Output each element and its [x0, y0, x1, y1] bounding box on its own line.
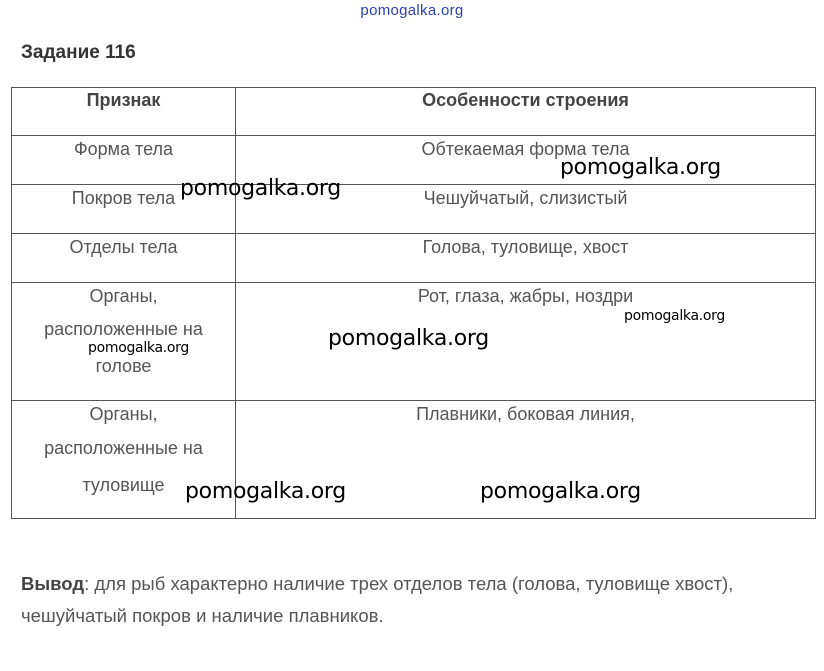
column-header-feature: Признак [12, 88, 236, 136]
feature-text: Покров тела [71, 188, 176, 208]
structure-cell [236, 234, 816, 283]
feature-line: туловище [82, 475, 165, 495]
feature-text [12, 283, 235, 381]
watermark-text: pomogalka.org [560, 155, 721, 180]
task-title: Задание 116 [21, 42, 136, 63]
table-row [12, 185, 816, 234]
watermark-text: pomogalka.org [185, 479, 346, 504]
feature-line: Органы, [89, 404, 158, 424]
watermark-text: pomogalka.org [624, 308, 725, 324]
watermark-text: pomogalka.org [180, 176, 341, 201]
watermark-text: pomogalka.org [480, 479, 641, 504]
feature-line: расположенные на [44, 438, 203, 458]
feature-line: расположенные на [44, 319, 203, 339]
table-header-row [12, 88, 816, 136]
table-row [12, 234, 816, 283]
structure-cell [236, 283, 816, 401]
watermark-text: pomogalka.org [88, 340, 189, 356]
structure-text: Плавники, боковая линия, [416, 404, 635, 424]
structure-text: Обтекаемая форма тела [421, 139, 630, 159]
structure-text: Чешуйчатый, слизистый [423, 188, 628, 208]
feature-text: Форма тела [73, 139, 174, 159]
structure-text: Рот, глаза, жабры, ноздри [417, 286, 634, 306]
watermark-text: pomogalka.org [328, 326, 489, 351]
conclusion-label: Вывод [21, 573, 85, 594]
column-header-structure: Особенности строения [236, 88, 816, 136]
conclusion-text: : для рыб характерно наличие трех отделов тела (голова, туловище хвост), чешуйчатый покров и наличие плавников. [21, 573, 734, 626]
site-header-watermark: pomogalka.org [360, 2, 464, 19]
feature-cell [12, 234, 236, 283]
feature-text: Отделы тела [69, 237, 178, 257]
conclusion-paragraph [21, 568, 821, 632]
feature-line: Органы, [89, 286, 158, 306]
table-row [12, 401, 816, 519]
structure-text: Голова, туловище, хвост [422, 237, 629, 257]
feature-line: голове [95, 356, 152, 376]
fish-structure-table [11, 87, 816, 519]
